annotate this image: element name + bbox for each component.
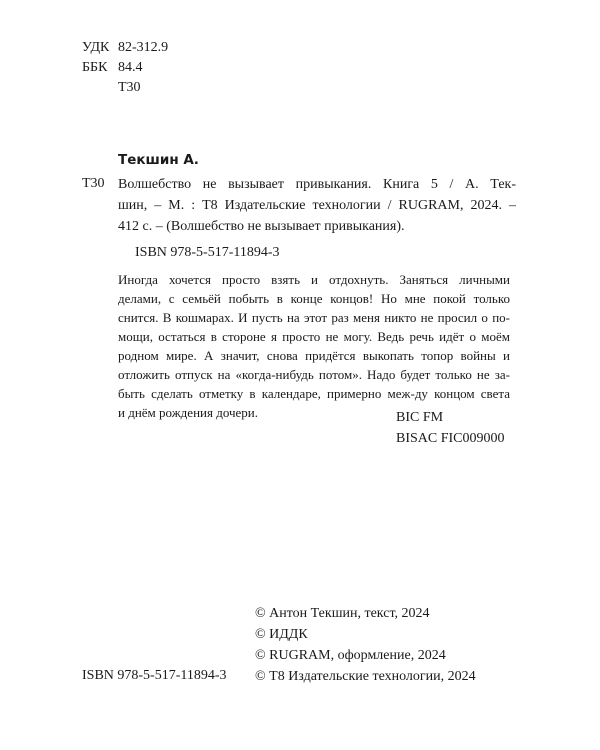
author-heading: Текшин А. (118, 152, 199, 168)
subject-codes (396, 407, 505, 449)
annotation-line: быть сделать отметку в календаре, примерно меж-ду концом света (118, 386, 510, 401)
annotation (118, 270, 510, 422)
bibliographic-line: Волшебство не вызывает привыкания. Книга 5 / А. Тек- (118, 177, 516, 192)
annotation-line: снится. В кошмарах. И пусть на этот раз меня никто не просил о по- (118, 310, 510, 325)
bibliographic-line: шин, – М. : Т8 Издательские технологии / RUGRAM, 2024. – (118, 198, 516, 213)
copyright-block (255, 603, 476, 687)
copyright-line: © Антон Текшин, текст, 2024 (255, 606, 430, 621)
bibliographic-line: 412 с. – (Волшебство не вызывает привыкания). (118, 219, 405, 234)
annotation-line: делами, с семьёй побыть в конце концов! Но мне покой только (118, 291, 510, 306)
bisac-code: BISAC FIC009000 (396, 431, 505, 446)
copyright-line: © Т8 Издательские технологии, 2024 (255, 669, 476, 684)
author-mark: Т30 (118, 80, 141, 95)
isbn-top: ISBN 978-5-517-11894-3 (135, 245, 280, 260)
annotation-line: отложить отпуск на «когда-нибудь потом». Надо будет только не за- (118, 367, 510, 382)
udk-value: 82-312.9 (118, 40, 169, 55)
bbk-label: ББК (82, 60, 108, 75)
copyright-line: © ИДДК (255, 627, 308, 642)
annotation-line: родном мире. А значит, снова придётся выкопать топор войны и (118, 348, 510, 363)
annotation-line: мощи, остаться в стороне я просто не могу. Ведь речь идёт о моём (118, 329, 510, 344)
annotation-line: Иногда хочется просто взять и отдохнуть. Заняться личными (118, 272, 510, 287)
copyright-line: © RUGRAM, оформление, 2024 (255, 648, 446, 663)
isbn-bottom: ISBN 978-5-517-11894-3 (82, 668, 227, 683)
annotation-line: и днём рождения дочери. (118, 405, 259, 420)
cutter-code: Т30 (82, 176, 105, 191)
bibliographic-description (118, 174, 516, 237)
udk-label: УДК (82, 40, 110, 55)
bic-code: BIC FM (396, 410, 444, 425)
bbk-value: 84.4 (118, 60, 143, 75)
